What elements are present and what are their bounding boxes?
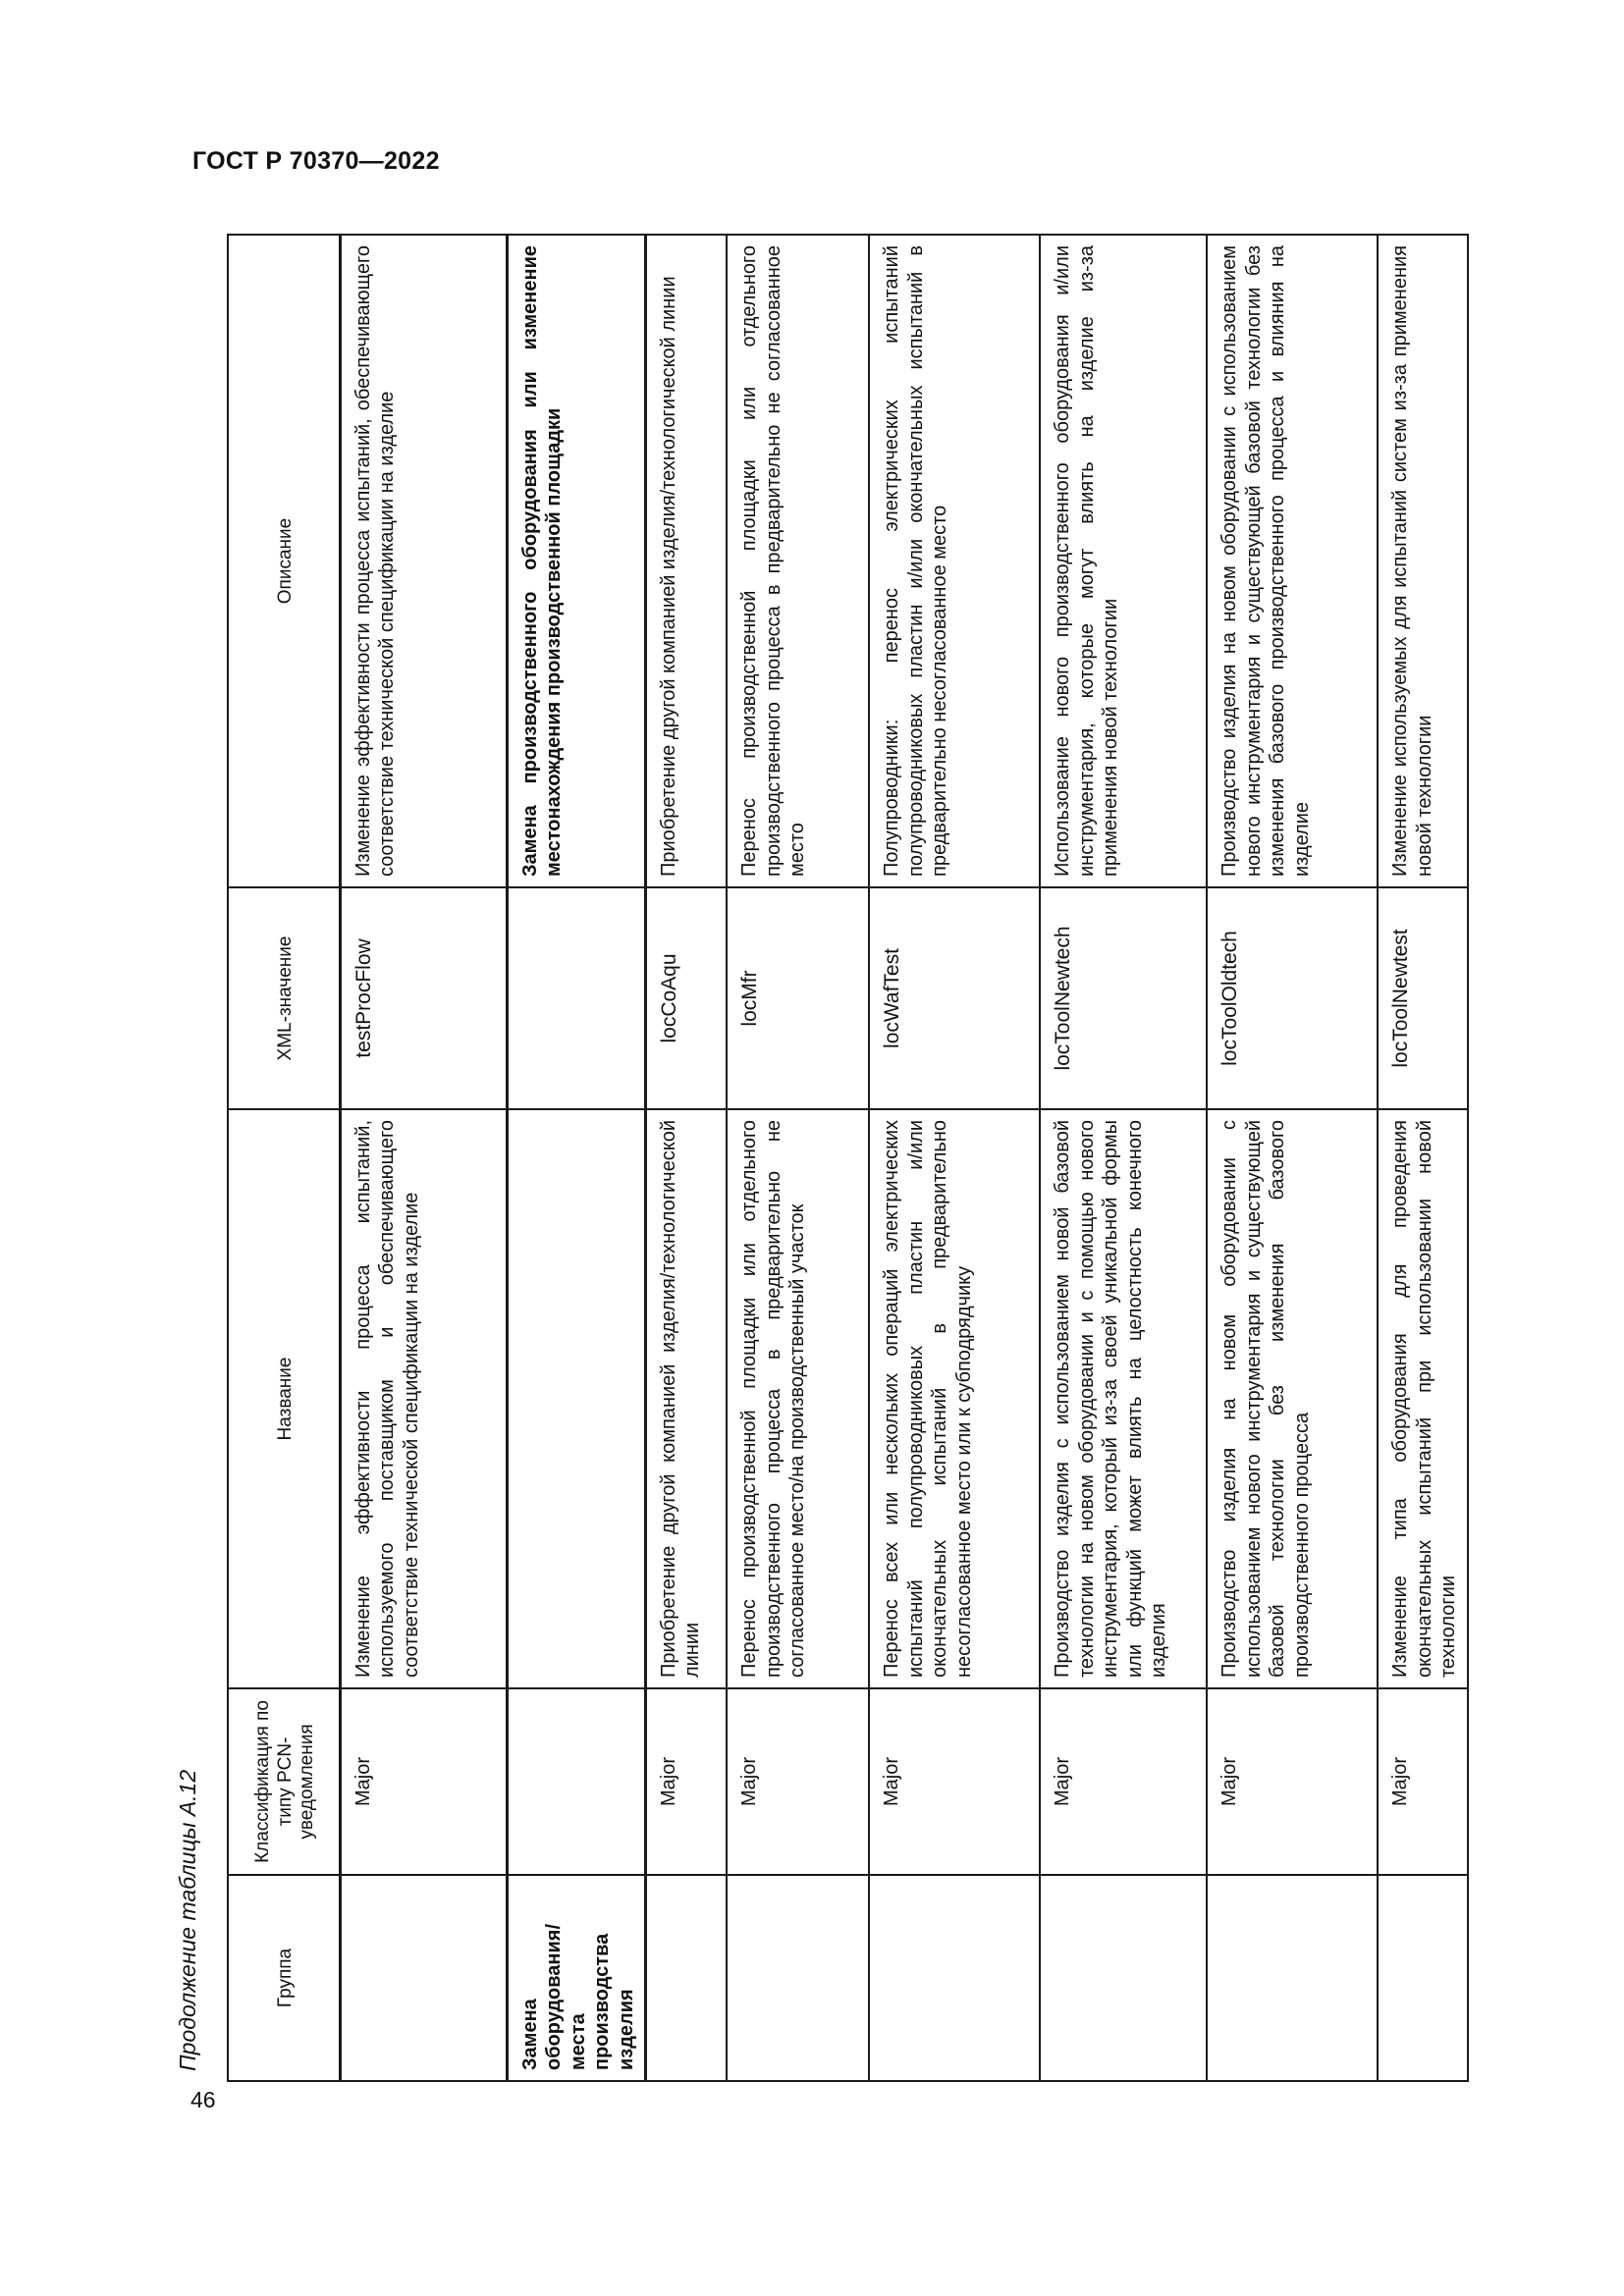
cell-group: [1378, 1875, 1467, 2081]
cell-group: Замена оборудования/ места производства изделия: [508, 1875, 646, 2081]
table-row: [727, 235, 869, 2081]
cell-xml-value: locToolNewtest: [1378, 887, 1467, 1109]
cell-xml-value: locToolOldtech: [1207, 887, 1378, 1109]
table-row: [869, 235, 1040, 2081]
cell-group: [1040, 1875, 1207, 2081]
table-row: [645, 235, 727, 2081]
cell-classification: Major: [1040, 1688, 1207, 1875]
cell-name: Перенос производственной площадки или отдельного производственного процесса в предварительно не согласованное место/на производственный участок: [727, 1109, 869, 1688]
cell-name: Изменение типа оборудования для проведения окончательных испытаний при использовании новой технологии: [1378, 1109, 1467, 1688]
cell-group: [727, 1875, 869, 2081]
cell-description: Изменение эффективности процесса испытаний, обеспечивающего соответствие технической спецификации на изделие: [341, 235, 508, 887]
table-group-row: [508, 235, 646, 2081]
column-header-xml: XML-значение: [228, 887, 341, 1109]
cell-classification: [508, 1688, 646, 1875]
cell-name: Изменение эффективности процесса испытаний, используемого поставщиком и обеспечивающего соответствие технической спецификации на изделие: [341, 1109, 508, 1688]
table-row: [341, 235, 508, 2081]
cell-name: [508, 1109, 646, 1688]
cell-description: Приобретение другой компанией изделия/технологической линии: [645, 235, 727, 887]
page-number: 46: [190, 2087, 216, 2112]
cell-classification: Major: [727, 1688, 869, 1875]
cell-xml-value: locWafTest: [869, 887, 1040, 1109]
cell-description: Использование нового производственного оборудования и/или инструментария, которые могут влиять на изделие из-за применения новой технологии: [1040, 235, 1207, 887]
cell-xml-value: locMfr: [727, 887, 869, 1109]
cell-group: [1207, 1875, 1378, 2081]
cell-description: Замена производственного оборудования или изменение местонахождения производственной площадки: [508, 235, 646, 887]
cell-name: Приобретение другой компанией изделия/технологической линии: [645, 1109, 727, 1688]
cell-description: Изменение используемых для испытаний систем из-за применения новой технологии: [1378, 235, 1467, 887]
cell-group: [645, 1875, 727, 2081]
document-header: ГОСТ Р 70370—2022: [192, 147, 440, 175]
column-header-name: Название: [228, 1109, 341, 1688]
pcn-classification-table: [227, 234, 1469, 2082]
table-header-row: [228, 235, 341, 2081]
column-header-classification: Классификация по типу PCN-уведомления: [228, 1688, 341, 1875]
rotated-table-container: [227, 236, 1460, 2082]
cell-xml-value: locToolNewtech: [1040, 887, 1207, 1109]
cell-name: Перенос всех или нескольких операций электрических испытаний полупроводниковых пластин и/или окончательных испытаний в предварительно несогласованное место или к субподрядчику: [869, 1109, 1040, 1688]
column-header-group: Группа: [228, 1875, 341, 2081]
cell-classification: Major: [341, 1688, 508, 1875]
table-row: [1040, 235, 1207, 2081]
cell-group: [341, 1875, 508, 2081]
cell-name: Производство изделия на новом оборудовании с использованием нового инструментария и существующей базовой технологии без изменения базового производственного процесса: [1207, 1109, 1378, 1688]
cell-description: Производство изделия на новом оборудовании с использованием нового инструментария и существующей базовой технологии без изменения базового производственного процесса и влияния на изделие: [1207, 235, 1378, 887]
cell-classification: Major: [869, 1688, 1040, 1875]
cell-name: Производство изделия с использованием новой базовой технологии на новом оборудовании и с помощью нового инструментария, который из-за своей уникальной формы или функций может влиять на целостность конечного изделия: [1040, 1109, 1207, 1688]
cell-group: [869, 1875, 1040, 2081]
cell-xml-value: [508, 887, 646, 1109]
cell-classification: Major: [1207, 1688, 1378, 1875]
cell-classification: Major: [1378, 1688, 1467, 1875]
table-row: [1378, 235, 1467, 2081]
cell-description: Перенос производственной площадки или отдельного производственного процесса в предварительно не согласованное место: [727, 235, 869, 887]
cell-xml-value: testProcFlow: [341, 887, 508, 1109]
column-header-description: Описание: [228, 235, 341, 887]
table-caption: Продолжение таблицы А.12: [175, 1769, 200, 2071]
cell-description: Полупроводники: перенос электрических испытаний полупроводниковых пластин и/или окончательных испытаний в предварительно несогласованное место: [869, 235, 1040, 887]
cell-xml-value: locCoAqu: [645, 887, 727, 1109]
cell-classification: Major: [645, 1688, 727, 1875]
table-row: [1207, 235, 1378, 2081]
